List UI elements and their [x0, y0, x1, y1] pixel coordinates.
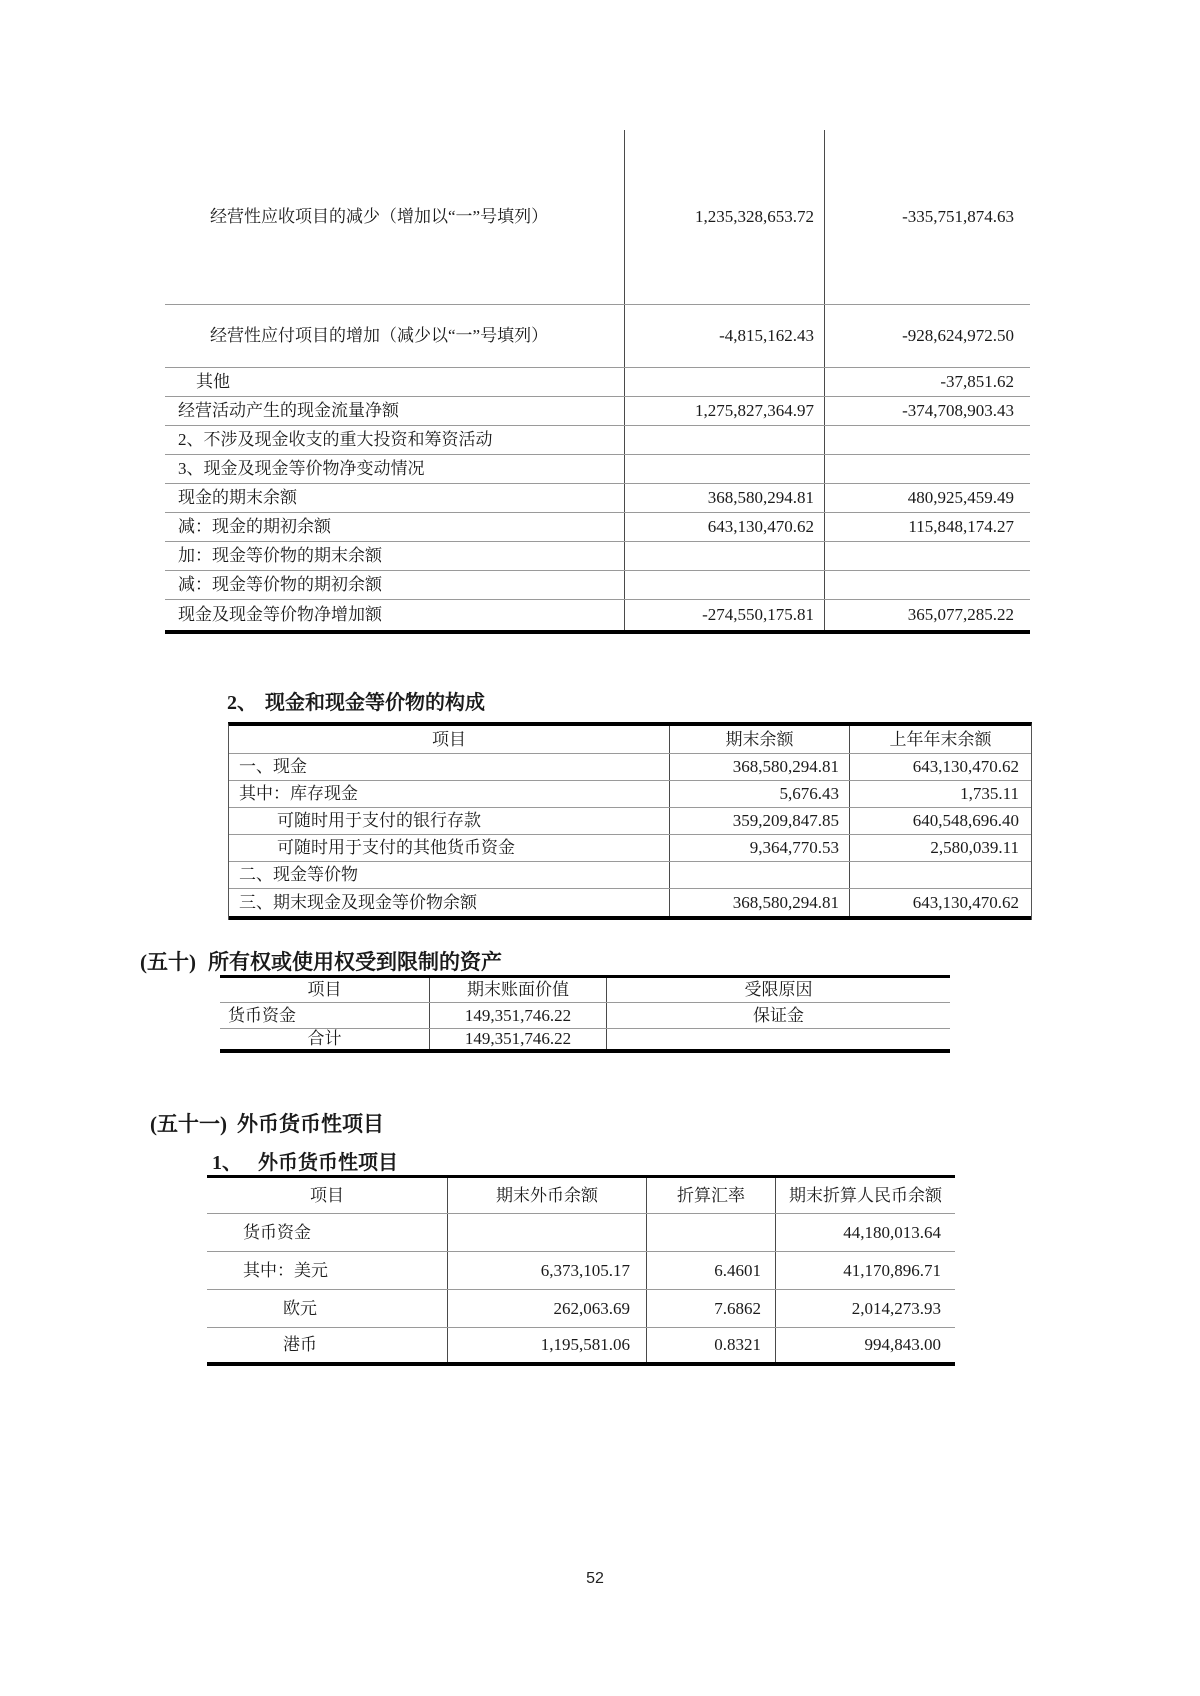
cell-ending-balance: 368,580,294.81: [669, 754, 849, 780]
heading-title: 所有权或使用权受到限制的资产: [208, 950, 502, 974]
table-row: [165, 455, 1030, 484]
page-number: 52: [586, 1570, 604, 1587]
table-row: [165, 542, 1030, 571]
heading-title: 外币货币性项目: [237, 1112, 384, 1136]
cell-prior-amount: -374,708,903.43: [824, 397, 1030, 425]
cell-exchange-rate: 6.4601: [646, 1252, 775, 1289]
subsection-heading-foreign-currency: [212, 1146, 398, 1175]
section-heading-foreign-currency: [150, 1108, 384, 1138]
heading-number: (五十): [140, 950, 196, 974]
header-ending-balance: 期末余额: [669, 726, 849, 753]
table-header-row: [207, 1178, 955, 1214]
header-book-value: 期末账面价值: [429, 978, 606, 1002]
cell-exchange-rate: [646, 1214, 775, 1251]
header-restriction-reason: 受限原因: [606, 978, 950, 1002]
header-prior-balance: 上年年末余额: [849, 726, 1031, 753]
row-label: 经营性应付项目的增加（减少以“一”号填列）: [210, 326, 549, 346]
cell-fc-balance: 262,063.69: [447, 1290, 646, 1327]
row-label: 其中：美元: [243, 1260, 328, 1280]
table-row: [165, 368, 1030, 397]
cell-prior-balance: 640,548,696.40: [849, 808, 1031, 834]
heading-number: 2、: [227, 692, 257, 714]
table-row: [229, 754, 1031, 781]
table-row: [207, 1214, 955, 1252]
header-item: 项目: [432, 729, 466, 749]
cell-current-amount: 643,130,470.62: [624, 513, 824, 541]
row-label: 欧元: [283, 1298, 317, 1318]
cell-exchange-rate: 0.8321: [646, 1328, 775, 1362]
row-label: 2、不涉及现金收支的重大投资和筹资活动: [178, 430, 493, 450]
cell-ending-balance: 368,580,294.81: [669, 889, 849, 916]
cell-restriction-reason: [606, 1029, 950, 1049]
row-label: 一、现金: [239, 757, 307, 777]
table-row: [207, 1290, 955, 1328]
cell-fc-balance: 6,373,105.17: [447, 1252, 646, 1289]
cell-prior-amount: -37,851.62: [824, 368, 1030, 396]
table-row: [165, 130, 1030, 305]
table-row: [165, 397, 1030, 426]
row-label: 三、期末现金及现金等价物余额: [239, 892, 477, 912]
cell-rmb-balance: 2,014,273.93: [775, 1290, 955, 1327]
table-row: [165, 484, 1030, 513]
cell-current-amount: [624, 426, 824, 454]
cell-current-amount: [624, 455, 824, 483]
heading-number: 1、: [212, 1152, 242, 1174]
cell-current-amount: -274,550,175.81: [624, 600, 824, 630]
header-exchange-rate: 折算汇率: [646, 1178, 775, 1213]
cell-prior-amount: 115,848,174.27: [824, 513, 1030, 541]
cell-prior-amount: 480,925,459.49: [824, 484, 1030, 512]
row-label: 货币资金: [228, 1005, 296, 1025]
row-label: 二、现金等价物: [239, 865, 358, 885]
table-row: [229, 781, 1031, 808]
cell-current-amount: 1,235,328,653.72: [624, 130, 824, 304]
row-label: 经营活动产生的现金流量净额: [178, 401, 399, 421]
cash-composition-table: [228, 722, 1032, 920]
table-row: [220, 1029, 950, 1053]
table-row: [165, 571, 1030, 600]
cell-ending-balance: 359,209,847.85: [669, 808, 849, 834]
cell-current-amount: [624, 542, 824, 570]
section-heading-restricted-assets: [140, 946, 502, 976]
cell-current-amount: [624, 368, 824, 396]
table-row: [207, 1252, 955, 1290]
row-label: 经营性应收项目的减少（增加以“一”号填列）: [210, 207, 549, 227]
cell-prior-balance: 643,130,470.62: [849, 754, 1031, 780]
table-row: [165, 426, 1030, 455]
table-row: [165, 513, 1030, 542]
cell-fc-balance: 1,195,581.06: [447, 1328, 646, 1362]
cell-book-value: 149,351,746.22: [429, 1029, 606, 1049]
cell-prior-balance: 643,130,470.62: [849, 889, 1031, 916]
cell-prior-amount: [824, 542, 1030, 570]
table-row: [229, 835, 1031, 862]
cell-ending-balance: 9,364,770.53: [669, 835, 849, 861]
row-label: 货币资金: [243, 1222, 311, 1242]
row-label: 现金的期末余额: [178, 488, 297, 508]
cell-fc-balance: [447, 1214, 646, 1251]
heading-title: 外币货币性项目: [258, 1152, 398, 1174]
row-label: 现金及现金等价物净增加额: [178, 605, 382, 625]
row-label: 减：现金的期初余额: [178, 517, 331, 537]
cell-ending-balance: 5,676.43: [669, 781, 849, 807]
cell-current-amount: [624, 571, 824, 599]
cell-rmb-balance: 44,180,013.64: [775, 1214, 955, 1251]
table-row: [165, 305, 1030, 368]
cell-prior-balance: 2,580,039.11: [849, 835, 1031, 861]
cell-restriction-reason: 保证金: [606, 1003, 950, 1028]
table-row: [165, 600, 1030, 634]
cell-prior-amount: [824, 455, 1030, 483]
row-label: 合计: [307, 1029, 342, 1049]
header-fc-balance: 期末外币余额: [447, 1178, 646, 1213]
cell-rmb-balance: 41,170,896.71: [775, 1252, 955, 1289]
header-item: 项目: [307, 980, 342, 1000]
subsection-heading-cash-composition: [227, 686, 485, 715]
row-label: 可随时用于支付的其他货币资金: [277, 838, 515, 858]
cell-current-amount: 368,580,294.81: [624, 484, 824, 512]
row-label: 其他: [196, 372, 230, 392]
restricted-assets-table: [220, 975, 950, 1053]
cell-current-amount: -4,815,162.43: [624, 305, 824, 367]
row-label: 港币: [283, 1335, 317, 1355]
cell-prior-amount: 365,077,285.22: [824, 600, 1030, 630]
foreign-currency-table: [207, 1175, 955, 1366]
table-row: [220, 1003, 950, 1029]
cell-prior-amount: -928,624,972.50: [824, 305, 1030, 367]
table-row: [207, 1328, 955, 1366]
header-rmb-balance: 期末折算人民币余额: [775, 1178, 955, 1213]
heading-title: 现金和现金等价物的构成: [265, 692, 485, 714]
cell-ending-balance: [669, 862, 849, 888]
cell-current-amount: 1,275,827,364.97: [624, 397, 824, 425]
cell-rmb-balance: 994,843.00: [775, 1328, 955, 1362]
row-label: 3、现金及现金等价物净变动情况: [178, 459, 425, 479]
heading-number: (五十一): [150, 1112, 227, 1136]
table-header-row: [229, 726, 1031, 754]
cell-prior-amount: -335,751,874.63: [824, 130, 1030, 304]
cell-exchange-rate: 7.6862: [646, 1290, 775, 1327]
table-row: [229, 862, 1031, 889]
table-row: [229, 808, 1031, 835]
row-label: 其中：库存现金: [239, 784, 358, 804]
cell-book-value: 149,351,746.22: [429, 1003, 606, 1028]
table-header-row: [220, 978, 950, 1003]
cell-prior-amount: [824, 426, 1030, 454]
cell-prior-amount: [824, 571, 1030, 599]
table-row: [229, 889, 1031, 920]
header-item: 项目: [310, 1185, 344, 1205]
cash-flow-table: [165, 130, 1030, 634]
cell-prior-balance: [849, 862, 1031, 888]
row-label: 可随时用于支付的银行存款: [277, 811, 481, 831]
cell-prior-balance: 1,735.11: [849, 781, 1031, 807]
row-label: 加：现金等价物的期末余额: [178, 546, 382, 566]
row-label: 减：现金等价物的期初余额: [178, 575, 382, 595]
